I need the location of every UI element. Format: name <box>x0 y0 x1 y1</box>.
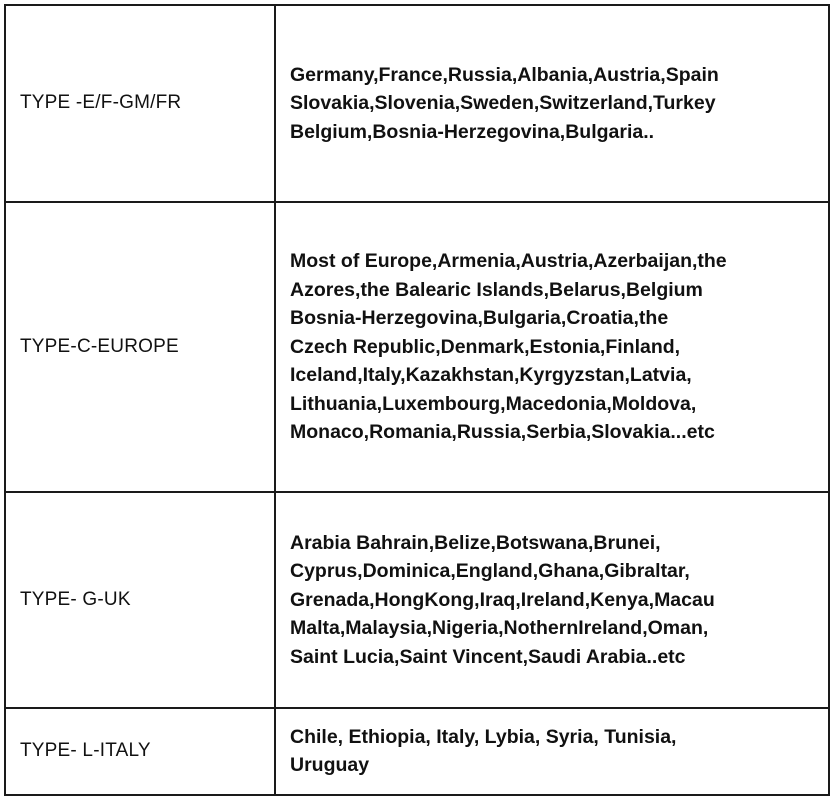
plug-type-label: TYPE-C-EUROPE <box>5 202 275 492</box>
country-line: Germany,France,Russia,Albania,Austria,Spain <box>290 63 719 86</box>
plug-type-table <box>4 4 830 796</box>
table-row <box>5 492 829 707</box>
table-row <box>5 708 829 795</box>
country-line: Chile, Ethiopia, Italy, Lybia, Syria, Tunisia, <box>290 725 677 748</box>
table-row <box>5 202 829 492</box>
country-line: Belgium,Bosnia-Herzegovina,Bulgaria.. <box>290 120 655 143</box>
country-list <box>275 5 829 202</box>
plug-type-label: TYPE- L-ITALY <box>5 708 275 795</box>
plug-type-label: TYPE -E/F-GM/FR <box>5 5 275 202</box>
country-line: Lithuania,Luxembourg,Macedonia,Moldova, <box>290 392 697 415</box>
table-row <box>5 5 829 202</box>
country-line: Bosnia-Herzegovina,Bulgaria,Croatia,the <box>290 307 669 330</box>
country-line: Czech Republic,Denmark,Estonia,Finland, <box>290 335 681 358</box>
country-list <box>275 708 829 795</box>
country-line: Arabia Bahrain,Belize,Botswana,Brunei, <box>290 531 661 554</box>
country-line: Malta,Malaysia,Nigeria,NothernIreland,Oman, <box>290 617 709 640</box>
country-line: Grenada,HongKong,Iraq,Ireland,Kenya,Macau <box>290 588 715 611</box>
country-line: Slovakia,Slovenia,Sweden,Switzerland,Turkey <box>290 92 716 115</box>
country-line: Uruguay <box>290 754 370 777</box>
country-line: Azores,the Balearic Islands,Belarus,Belgium <box>290 278 703 301</box>
country-line: Iceland,Italy,Kazakhstan,Kyrgyzstan,Latvia, <box>290 364 692 387</box>
country-list <box>275 202 829 492</box>
country-list <box>275 492 829 707</box>
plug-type-label: TYPE- G-UK <box>5 492 275 707</box>
country-line: Monaco,Romania,Russia,Serbia,Slovakia...etc <box>290 421 715 444</box>
country-line: Cyprus,Dominica,England,Ghana,Gibraltar, <box>290 560 690 583</box>
country-line: Most of Europe,Armenia,Austria,Azerbaijan,the <box>290 250 727 273</box>
country-line: Saint Lucia,Saint Vincent,Saudi Arabia..etc <box>290 645 686 668</box>
